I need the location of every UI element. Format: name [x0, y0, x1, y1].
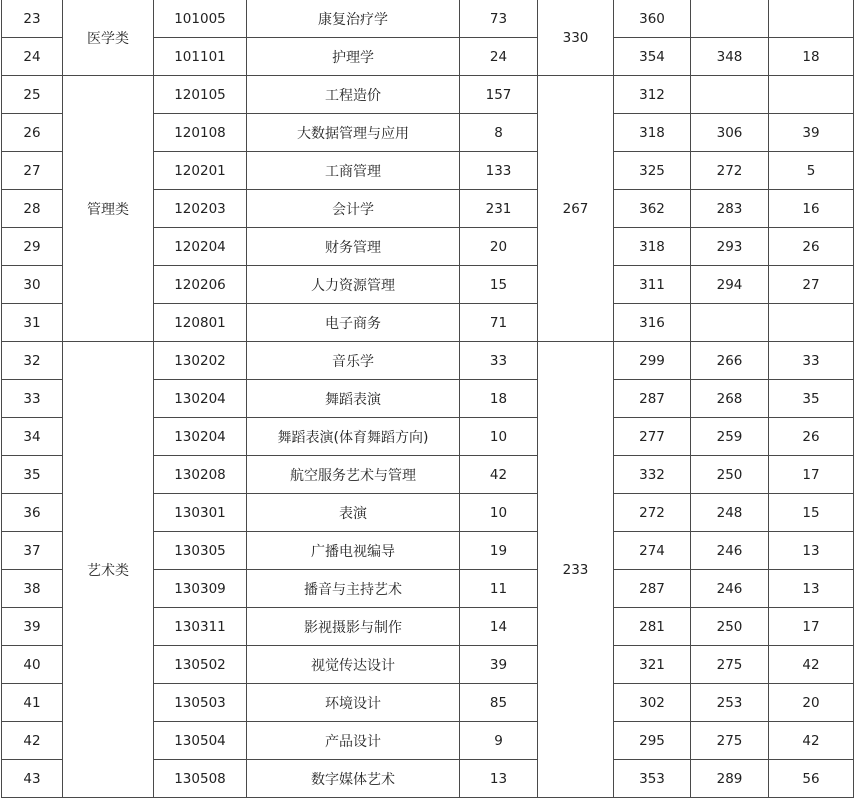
rank-cell: 13: [769, 570, 854, 608]
major-code-cell: 130504: [154, 722, 247, 760]
major-code-cell: 130309: [154, 570, 247, 608]
major-name-cell: 影视摄影与制作: [247, 608, 460, 646]
highest-score-cell: 353: [614, 760, 691, 798]
plan-count-cell: 71: [460, 304, 538, 342]
highest-score-cell: 274: [614, 532, 691, 570]
row-number-cell: 33: [2, 380, 63, 418]
rank-cell: 17: [769, 608, 854, 646]
row-number-cell: 32: [2, 342, 63, 380]
lowest-score-cell: 294: [691, 266, 769, 304]
lowest-score-cell: 250: [691, 608, 769, 646]
row-number-cell: 29: [2, 228, 63, 266]
highest-score-cell: 321: [614, 646, 691, 684]
lowest-score-cell: 283: [691, 190, 769, 228]
lowest-score-cell: 268: [691, 380, 769, 418]
major-code-cell: 130508: [154, 760, 247, 798]
major-name-cell: 播音与主持艺术: [247, 570, 460, 608]
highest-score-cell: 287: [614, 380, 691, 418]
plan-count-cell: 15: [460, 266, 538, 304]
lowest-score-cell: [691, 304, 769, 342]
row-number-cell: 35: [2, 456, 63, 494]
lowest-score-cell: 259: [691, 418, 769, 456]
major-code-cell: 101005: [154, 0, 247, 38]
major-name-cell: 护理学: [247, 38, 460, 76]
rank-cell: 5: [769, 152, 854, 190]
row-number-cell: 41: [2, 684, 63, 722]
major-name-cell: 产品设计: [247, 722, 460, 760]
highest-score-cell: 318: [614, 228, 691, 266]
major-name-cell: 电子商务: [247, 304, 460, 342]
lowest-score-cell: 289: [691, 760, 769, 798]
highest-score-cell: 311: [614, 266, 691, 304]
rank-cell: 17: [769, 456, 854, 494]
rank-cell: 33: [769, 342, 854, 380]
table-row: [2, 76, 854, 114]
row-number-cell: 42: [2, 722, 63, 760]
highest-score-cell: 287: [614, 570, 691, 608]
highest-score-cell: 316: [614, 304, 691, 342]
lowest-score-cell: 348: [691, 38, 769, 76]
highest-score-cell: 272: [614, 494, 691, 532]
row-number-cell: 23: [2, 0, 63, 38]
plan-count-cell: 14: [460, 608, 538, 646]
lowest-score-cell: 272: [691, 152, 769, 190]
major-name-cell: 环境设计: [247, 684, 460, 722]
major-name-cell: 表演: [247, 494, 460, 532]
major-code-cell: 130204: [154, 418, 247, 456]
highest-score-cell: 332: [614, 456, 691, 494]
lowest-score-cell: 246: [691, 570, 769, 608]
rank-cell: 13: [769, 532, 854, 570]
plan-count-cell: 73: [460, 0, 538, 38]
category-cell: 医学类: [63, 0, 154, 76]
highest-score-cell: 362: [614, 190, 691, 228]
lowest-score-cell: 246: [691, 532, 769, 570]
rank-cell: 26: [769, 228, 854, 266]
highest-score-cell: 302: [614, 684, 691, 722]
major-code-cell: 130208: [154, 456, 247, 494]
highest-score-cell: 295: [614, 722, 691, 760]
major-code-cell: 120204: [154, 228, 247, 266]
plan-count-cell: 19: [460, 532, 538, 570]
major-code-cell: 120108: [154, 114, 247, 152]
major-code-cell: 130202: [154, 342, 247, 380]
lowest-score-cell: 306: [691, 114, 769, 152]
table-body: [2, 0, 854, 798]
major-code-cell: 120201: [154, 152, 247, 190]
rank-cell: [769, 304, 854, 342]
major-name-cell: 广播电视编导: [247, 532, 460, 570]
major-code-cell: 120206: [154, 266, 247, 304]
major-code-cell: 120801: [154, 304, 247, 342]
major-code-cell: 130503: [154, 684, 247, 722]
major-name-cell: 视觉传达设计: [247, 646, 460, 684]
rank-cell: 35: [769, 380, 854, 418]
rank-cell: 42: [769, 722, 854, 760]
plan-count-cell: 20: [460, 228, 538, 266]
plan-count-cell: 85: [460, 684, 538, 722]
category-total-cell: 267: [538, 76, 614, 342]
row-number-cell: 24: [2, 38, 63, 76]
major-name-cell: 财务管理: [247, 228, 460, 266]
category-cell: 艺术类: [63, 342, 154, 798]
highest-score-cell: 318: [614, 114, 691, 152]
rank-cell: 20: [769, 684, 854, 722]
row-number-cell: 39: [2, 608, 63, 646]
plan-count-cell: 157: [460, 76, 538, 114]
lowest-score-cell: [691, 76, 769, 114]
highest-score-cell: 299: [614, 342, 691, 380]
row-number-cell: 27: [2, 152, 63, 190]
major-name-cell: 舞蹈表演: [247, 380, 460, 418]
major-code-cell: 130301: [154, 494, 247, 532]
lowest-score-cell: 253: [691, 684, 769, 722]
lowest-score-cell: 293: [691, 228, 769, 266]
highest-score-cell: 325: [614, 152, 691, 190]
category-total-cell: 233: [538, 342, 614, 798]
major-name-cell: 航空服务艺术与管理: [247, 456, 460, 494]
row-number-cell: 31: [2, 304, 63, 342]
highest-score-cell: 281: [614, 608, 691, 646]
major-name-cell: 康复治疗学: [247, 0, 460, 38]
rank-cell: 56: [769, 760, 854, 798]
admission-score-table: [1, 0, 854, 798]
rank-cell: 42: [769, 646, 854, 684]
plan-count-cell: 39: [460, 646, 538, 684]
row-number-cell: 25: [2, 76, 63, 114]
rank-cell: [769, 76, 854, 114]
table-row: [2, 342, 854, 380]
highest-score-cell: 354: [614, 38, 691, 76]
table-row: [2, 0, 854, 38]
category-cell: 管理类: [63, 76, 154, 342]
highest-score-cell: 312: [614, 76, 691, 114]
row-number-cell: 28: [2, 190, 63, 228]
category-total-cell: 330: [538, 0, 614, 76]
major-code-cell: 130502: [154, 646, 247, 684]
major-code-cell: 120105: [154, 76, 247, 114]
rank-cell: [769, 0, 854, 38]
plan-count-cell: 10: [460, 494, 538, 532]
major-code-cell: 101101: [154, 38, 247, 76]
major-name-cell: 音乐学: [247, 342, 460, 380]
row-number-cell: 38: [2, 570, 63, 608]
row-number-cell: 37: [2, 532, 63, 570]
plan-count-cell: 10: [460, 418, 538, 456]
row-number-cell: 40: [2, 646, 63, 684]
major-name-cell: 人力资源管理: [247, 266, 460, 304]
plan-count-cell: 133: [460, 152, 538, 190]
highest-score-cell: 277: [614, 418, 691, 456]
major-code-cell: 130305: [154, 532, 247, 570]
rank-cell: 16: [769, 190, 854, 228]
highest-score-cell: 360: [614, 0, 691, 38]
plan-count-cell: 8: [460, 114, 538, 152]
major-name-cell: 舞蹈表演(体育舞蹈方向): [247, 418, 460, 456]
major-name-cell: 工商管理: [247, 152, 460, 190]
major-code-cell: 120203: [154, 190, 247, 228]
rank-cell: 15: [769, 494, 854, 532]
lowest-score-cell: [691, 0, 769, 38]
plan-count-cell: 42: [460, 456, 538, 494]
major-name-cell: 工程造价: [247, 76, 460, 114]
lowest-score-cell: 275: [691, 722, 769, 760]
lowest-score-cell: 275: [691, 646, 769, 684]
plan-count-cell: 231: [460, 190, 538, 228]
rank-cell: 27: [769, 266, 854, 304]
plan-count-cell: 13: [460, 760, 538, 798]
major-name-cell: 大数据管理与应用: [247, 114, 460, 152]
plan-count-cell: 33: [460, 342, 538, 380]
row-number-cell: 26: [2, 114, 63, 152]
rank-cell: 39: [769, 114, 854, 152]
lowest-score-cell: 266: [691, 342, 769, 380]
major-code-cell: 130204: [154, 380, 247, 418]
plan-count-cell: 11: [460, 570, 538, 608]
rank-cell: 26: [769, 418, 854, 456]
row-number-cell: 43: [2, 760, 63, 798]
plan-count-cell: 24: [460, 38, 538, 76]
lowest-score-cell: 250: [691, 456, 769, 494]
major-name-cell: 数字媒体艺术: [247, 760, 460, 798]
row-number-cell: 34: [2, 418, 63, 456]
rank-cell: 18: [769, 38, 854, 76]
row-number-cell: 36: [2, 494, 63, 532]
major-name-cell: 会计学: [247, 190, 460, 228]
plan-count-cell: 9: [460, 722, 538, 760]
plan-count-cell: 18: [460, 380, 538, 418]
major-code-cell: 130311: [154, 608, 247, 646]
lowest-score-cell: 248: [691, 494, 769, 532]
row-number-cell: 30: [2, 266, 63, 304]
